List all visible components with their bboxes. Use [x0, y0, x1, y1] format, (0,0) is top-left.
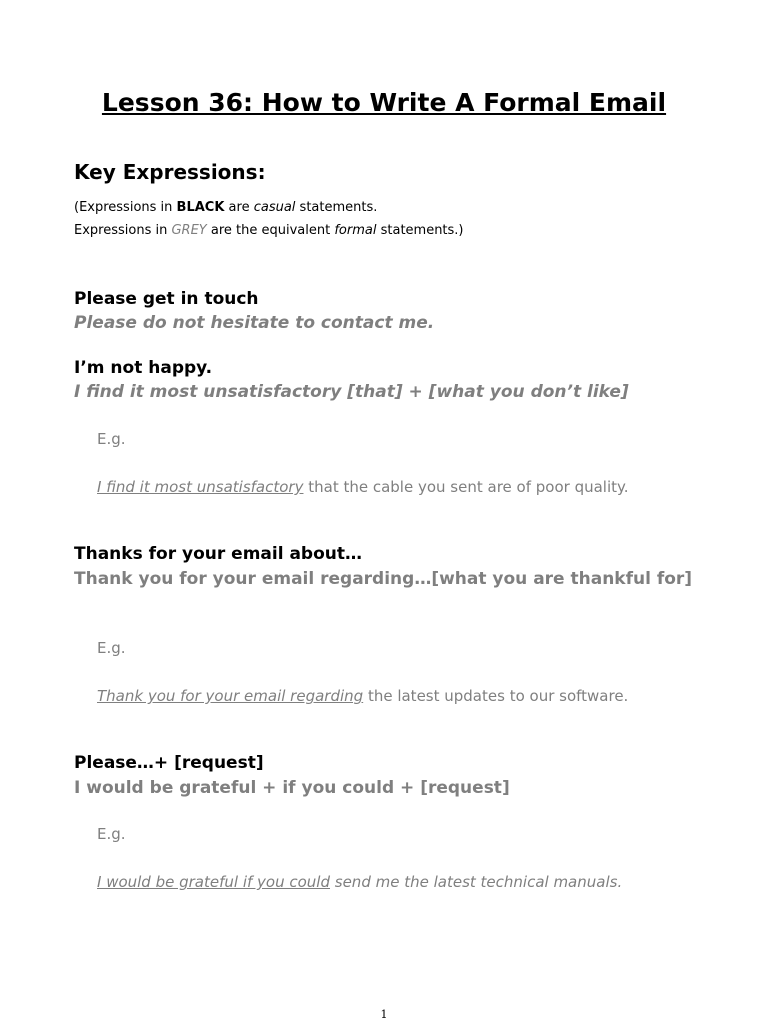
note-black-word: BLACK: [176, 200, 225, 215]
formal-expression: Thank you for your email regarding…[what you are thankful for]: [74, 569, 693, 589]
note-text: Expressions in: [74, 223, 172, 238]
note-text: (Expressions in: [74, 200, 177, 215]
note-text: statements.): [376, 223, 464, 238]
example-rest: the latest updates to our software.: [363, 687, 629, 705]
casual-expression: Please…+ [request]: [74, 753, 264, 773]
example-label: E.g.: [97, 825, 126, 843]
example-sentence: [97, 685, 695, 708]
example-key-phrase: I find it most unsatisfactory: [97, 478, 304, 496]
example-label: E.g.: [97, 430, 126, 448]
example-rest: send me the latest technical manuals.: [330, 873, 623, 891]
note-formal-word: formal: [334, 223, 377, 238]
example-sentence: [97, 871, 695, 894]
formal-expression: I would be grateful + if you could + [request]: [74, 778, 510, 798]
casual-expression: Thanks for your email about…: [74, 544, 362, 564]
example-key-phrase: Thank you for your email regarding: [97, 687, 364, 705]
note-text: are the equivalent: [206, 223, 335, 238]
formal-expression: Please do not hesitate to contact me.: [74, 313, 435, 333]
note-grey-word: GREY: [171, 223, 207, 238]
example-label: E.g.: [97, 639, 126, 657]
page-title: Lesson 36: How to Write A Formal Email: [101, 88, 667, 117]
page-number: 1: [380, 1008, 388, 1021]
note-text: statements.: [295, 200, 378, 215]
section-heading: Key Expressions:: [74, 160, 266, 184]
casual-expression: I’m not happy.: [74, 358, 213, 378]
note-text: are: [224, 200, 254, 215]
legend-note-line-1: [74, 200, 377, 215]
casual-expression: Please get in touch: [74, 289, 259, 309]
legend-note-line-2: [74, 223, 464, 238]
example-rest: that the cable you sent are of poor quality.: [303, 478, 629, 496]
example-key-phrase: I would be grateful if you could: [97, 873, 330, 891]
example-sentence: [97, 476, 695, 499]
note-casual-word: casual: [253, 200, 296, 215]
formal-expression: I find it most unsatisfactory [that] + [what you don’t like]: [74, 382, 629, 402]
